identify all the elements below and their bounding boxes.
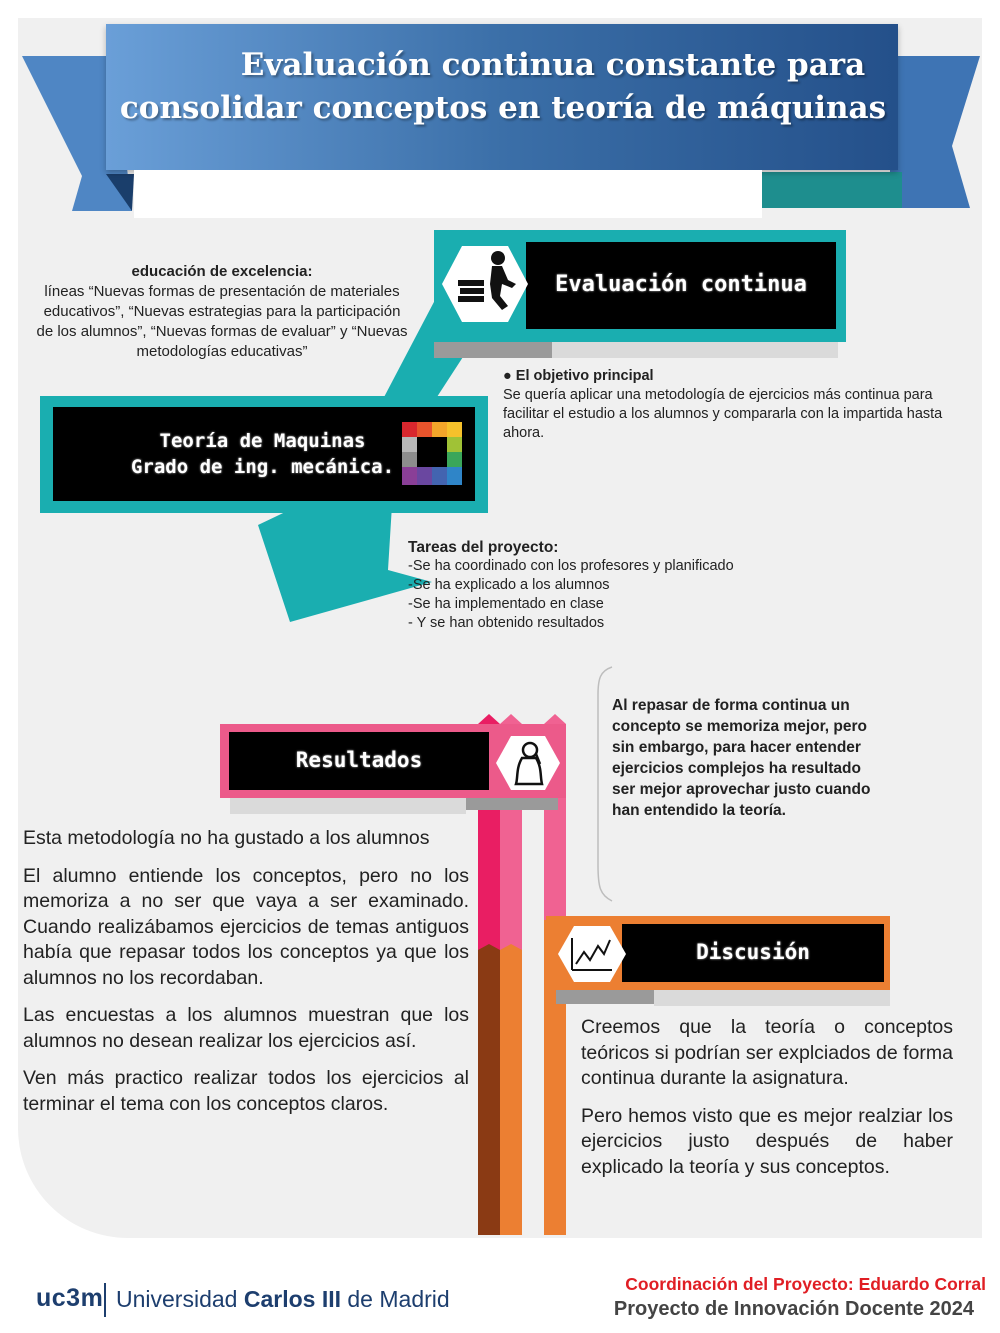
logo-divider (104, 1283, 106, 1317)
objective-heading: ● El objetivo principal (503, 368, 654, 384)
university-name-pre: Universidad (116, 1286, 244, 1312)
coordination-credit: Coordinación del Proyecto: Eduardo Corral (625, 1274, 986, 1294)
resultados-label: Resultados (295, 748, 423, 772)
callout-text: Al repasar de forma continua un concepto se memoriza mejor, pero sin embargo, para hacer entender ejercicios complejos ha resultado ser mejor aprovechar justo cuando han entendido la teoría. (612, 697, 871, 819)
discusion-paragraph: Creemos que la teoría o conceptos teóricos si podrían ser explciados de forma continua durante la asignatura. (581, 1016, 953, 1089)
excelencia-block (36, 262, 408, 362)
resultados-text (23, 826, 469, 1117)
tareas-item: -Se ha implementado en clase (408, 596, 604, 612)
teoria-label (100, 428, 425, 480)
tareas-item: -Se ha coordinado con los profesores y planificado (408, 558, 734, 574)
university-name-post: de Madrid (341, 1286, 450, 1312)
evaluacion-label: Evaluación continua (555, 272, 807, 297)
tareas-item: - Y se han obtenido resultados (408, 615, 605, 631)
tareas-heading: Tareas del proyecto: (408, 539, 559, 556)
teoria-line-2: Grado de ing. mecánica. (130, 456, 395, 478)
evaluacion-shadow-dark (434, 342, 552, 358)
discusion-label: Discusión (696, 940, 810, 964)
discusion-shadow-light (654, 990, 890, 1006)
objective-block (503, 367, 973, 443)
resultados-shadow-dark (466, 798, 558, 810)
project-credit: Proyecto de Innovación Docente 2024 (613, 1298, 974, 1320)
discusion-shadow-dark (556, 990, 654, 1004)
thinking-person-icon (496, 734, 560, 792)
objective-body: Se quería aplicar una metodología de ejercicios más continua para facilitar el estudio a los alumnos y compararla con la impartida hasta ahora. (503, 387, 943, 441)
resultados-paragraph: Esta metodología no ha gustado a los alumnos (23, 827, 430, 849)
university-name-bold: Carlos III (243, 1286, 341, 1312)
chart-icon (558, 924, 626, 984)
evaluacion-shadow-light (552, 342, 838, 358)
title-line-1: Evaluación continua constante para (240, 47, 866, 83)
teoria-line-1: Teoría de Maquinas (159, 430, 366, 452)
resultados-paragraph: Las encuestas a los alumnos muestran que los alumnos no desean realizar los ejercicios así. (23, 1004, 469, 1052)
title-line-2: consolidar conceptos en teoría de máquinas (119, 90, 887, 126)
discusion-paragraph: Pero hemos visto que es mejor realziar los ejercicios justo después de haber explicado la teoría y sus conceptos. (581, 1104, 953, 1178)
excelencia-body: líneas “Nuevas formas de presentación de materiales educativos”, “Nuevas estrategias para la participación de los alumnos”, “Nuevas formas de evaluar” y “Nuevas metodologías educativas” (36, 283, 408, 360)
university-name (116, 1286, 450, 1313)
excelencia-heading: educación de excelencia: (131, 263, 313, 280)
puzzle-icon (402, 422, 464, 492)
student-icon (442, 244, 528, 324)
resultados-paragraph: Ven más practico realizar todos los ejercicios al terminar el tema con los conceptos claros. (23, 1067, 469, 1115)
tareas-item: -Se ha explicado a los alumnos (408, 577, 610, 593)
tareas-block (408, 538, 828, 633)
uc3m-logo: uc3m (36, 1284, 104, 1312)
discusion-text (581, 1015, 953, 1180)
resultados-paragraph: El alumno entiende los conceptos, pero no los memoriza a no ser que vaya a ser examinado. Cuando realizábamos ejercicios de temas antiguos había que repasar todos los conceptos ya que los alumnos no los recordaban. (23, 864, 469, 989)
resultados-shadow-light (230, 798, 466, 814)
